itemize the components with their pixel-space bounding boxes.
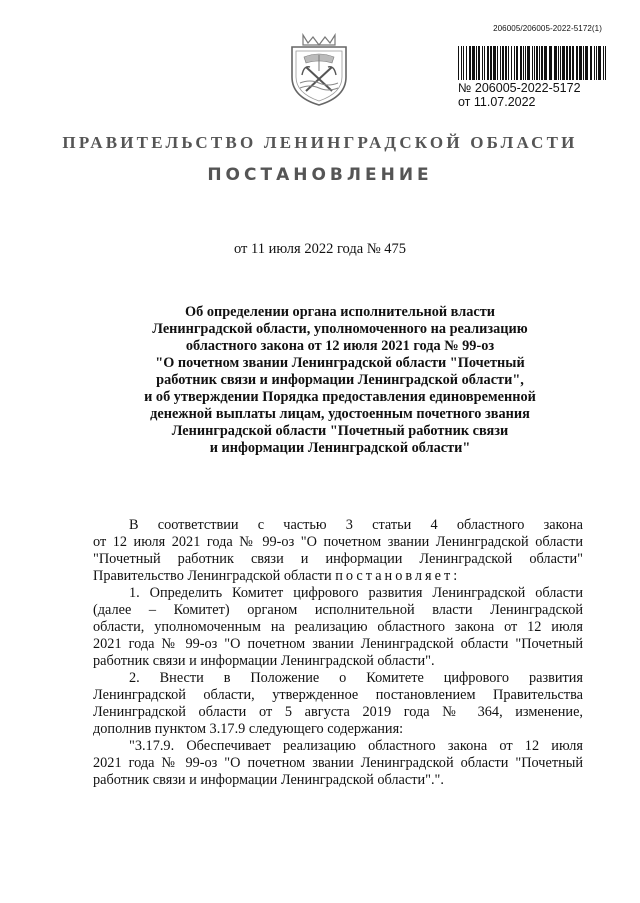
document-date-number: от 11 июля 2022 года № 475	[233, 241, 407, 257]
document-body	[93, 517, 583, 789]
body-line: 1. Определить Комитет цифрового развития Ленинградской области	[129, 585, 583, 601]
organization-name: ПРАВИТЕЛЬСТВО ЛЕНИНГРАДСКОЙ ОБЛАСТИ	[62, 133, 578, 152]
body-line: 2021 года № 99-оз "О почетном звании Ленинградской области "Почетный	[93, 636, 583, 652]
body-line: (далее – Комитет) органом исполнительной власти Ленинградской	[93, 602, 583, 618]
body-line: работник связи и информации Ленинградской области".	[93, 653, 435, 669]
title-line: денежной выплаты лицам, удостоенным почетного звания	[150, 406, 530, 422]
title-line: областного закона от 12 июля 2021 года № 99-оз	[185, 338, 495, 354]
document-type: ПОСТАНОВЛЕНИЕ	[207, 165, 433, 185]
body-line: Ленинградской области от 5 августа 2019 года № 364, изменение,	[93, 704, 583, 720]
barcode-icon	[458, 46, 608, 80]
title-line: Ленинградской области, уполномоченного на реализацию	[152, 321, 528, 337]
coat-of-arms-icon	[286, 31, 352, 107]
title-line: и об утверждении Порядка предоставления единовременной	[144, 389, 536, 405]
document-title	[130, 304, 550, 457]
body-keyword: постановляет:	[335, 568, 461, 584]
title-line: "О почетном звании Ленинградской области "Почетный	[155, 355, 525, 371]
body-line: области, уполномоченным на реализацию областного закона от 12 июля	[93, 619, 583, 635]
body-line: "3.17.9. Обеспечивает реализацию областного закона от 12 июля	[129, 738, 583, 754]
body-line: дополнив пунктом 3.17.9 следующего содержания:	[93, 721, 404, 737]
title-line: Ленинградской области "Почетный работник связи	[171, 423, 509, 439]
body-line: 2. Внести в Положение о Комитете цифрового развития	[129, 670, 583, 686]
body-line: Ленинградской области, утвержденное постановлением Правительства	[93, 687, 583, 703]
registration-number-top: 206005/206005-2022-5172(1)	[493, 24, 602, 33]
registration-number: № 206005-2022-5172	[458, 81, 581, 95]
body-line: работник связи и информации Ленинградской области".".	[93, 772, 444, 788]
body-line	[93, 568, 583, 585]
body-line: "Почетный работник связи и информации Ленинградской области"	[93, 551, 583, 567]
title-line: Об определении органа исполнительной власти	[184, 304, 495, 320]
title-line: работник связи и информации Ленинградской области",	[156, 372, 524, 388]
title-line: и информации Ленинградской области"	[209, 440, 471, 456]
body-line: В соответствии с частью 3 статьи 4 областного закона	[129, 517, 583, 533]
body-line: от 12 июля 2021 года № 99-оз "О почетном звании Ленинградской области	[93, 534, 583, 550]
body-line: 2021 года № 99-оз "О почетном звании Ленинградской области "Почетный	[93, 755, 583, 771]
registration-date: от 11.07.2022	[458, 95, 536, 109]
body-text: Правительство Ленинградской области	[93, 568, 332, 584]
